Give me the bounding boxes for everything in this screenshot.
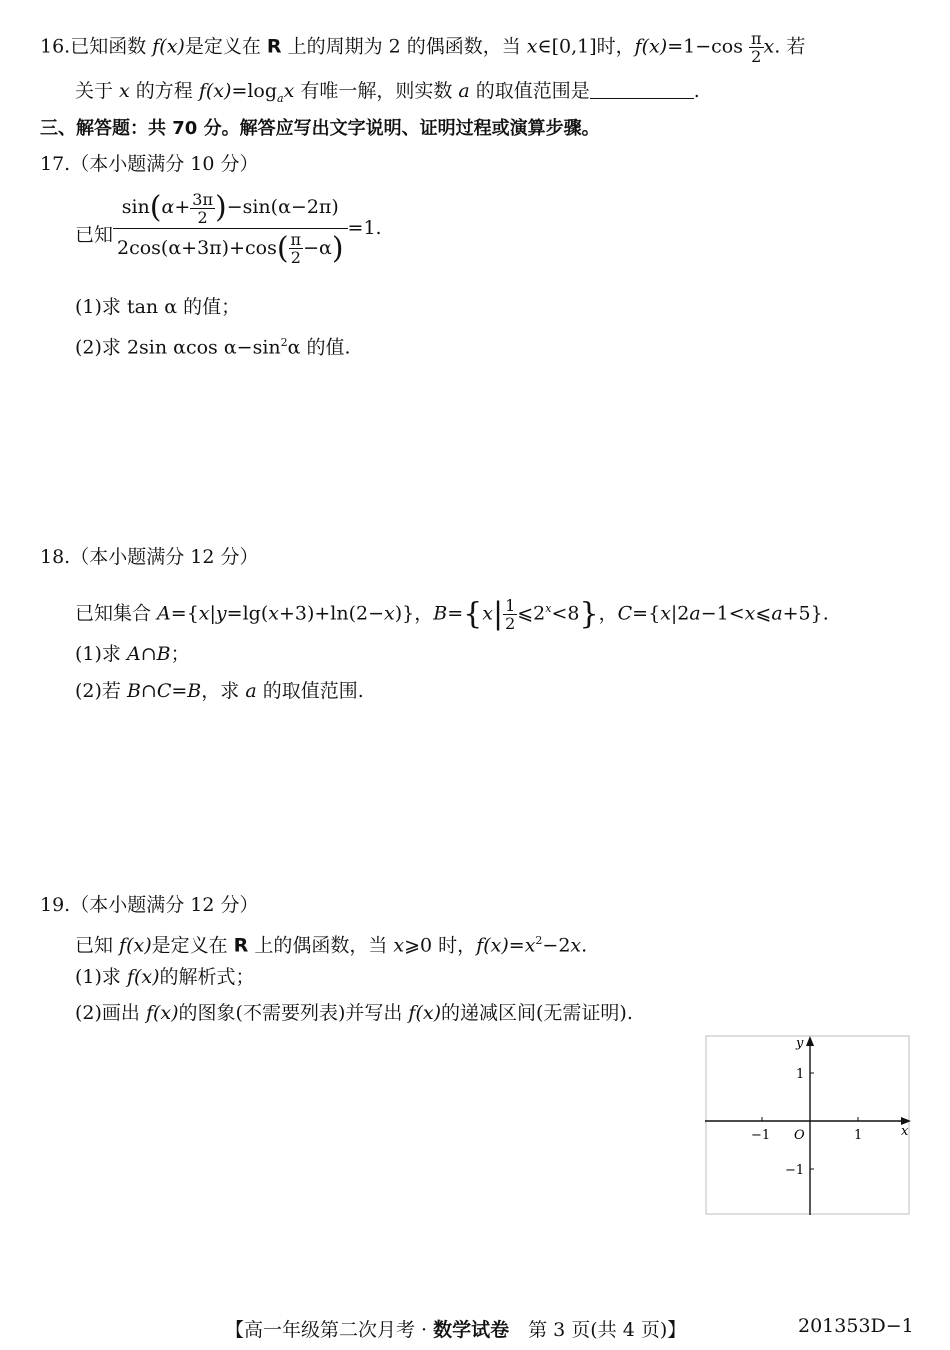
text: }: [579, 596, 599, 632]
q19-statement: [75, 928, 587, 958]
text: (2)求 2sin αcos α−sin: [75, 336, 281, 359]
text: [190, 191, 215, 226]
text: α 的值.: [287, 336, 351, 359]
text: 关于: [75, 80, 120, 102]
q17-denominator: [113, 229, 348, 267]
text: ⩽2: [517, 602, 546, 625]
q17-known: 已知: [75, 224, 114, 246]
text: |: [492, 596, 504, 632]
text: (1)求: [75, 966, 127, 988]
grid-border: [706, 1036, 909, 1214]
q16-number: 16.: [40, 35, 71, 58]
y-axis-label: y: [796, 1036, 804, 1051]
text: C: [617, 602, 633, 625]
q19-heading: 19.（本小题满分 12 分）: [40, 894, 259, 916]
text: =: [447, 602, 464, 625]
text: x: [524, 934, 536, 957]
text: 上的偶函数，当: [248, 934, 394, 957]
text: |2: [670, 602, 690, 625]
text: =lg(: [226, 602, 269, 625]
q19-part1: [75, 964, 255, 990]
text: 2: [535, 934, 543, 947]
text: f(x): [634, 35, 668, 58]
text: f(x): [145, 1002, 179, 1024]
q18-part2: [75, 678, 364, 704]
text: 已知集合: [75, 602, 158, 625]
page-footer: [225, 1315, 686, 1342]
text: B: [433, 602, 448, 625]
text: ，: [598, 602, 618, 625]
y-axis-arrow: [806, 1036, 814, 1046]
origin-label: O: [794, 1128, 805, 1143]
text: ={: [170, 602, 199, 625]
text: 的方程: [129, 80, 199, 102]
text: x: [119, 80, 130, 102]
x-axis-label: x: [901, 1124, 909, 1139]
text: ⩾0 时，: [404, 934, 477, 957]
text: ⩽: [755, 602, 772, 625]
text: (2)若: [75, 680, 127, 702]
text: f(x): [126, 966, 160, 988]
text: (2)画出: [75, 1002, 146, 1024]
text: R: [233, 934, 249, 957]
q17-part2: [75, 330, 351, 360]
y-tick-label-neg1: −1: [785, 1163, 805, 1178]
text: . 若: [774, 35, 806, 58]
text: π: [751, 29, 762, 48]
text: .: [581, 934, 588, 957]
fraction-pi-over-2: [749, 30, 764, 65]
text: ): [214, 190, 227, 225]
text: f(x): [476, 934, 509, 957]
text: a: [245, 680, 257, 702]
text: 3π: [192, 189, 213, 209]
text: ): [331, 230, 344, 266]
q17-numerator: [113, 190, 348, 229]
text: |: [209, 602, 216, 625]
text: a: [458, 80, 470, 102]
text: 的取值范围.: [256, 680, 364, 702]
text: (1)求: [75, 643, 127, 665]
text: 【高一年级第二次月考 ·: [225, 1319, 434, 1341]
text: 的图象(不需要列表)并写出: [178, 1002, 409, 1024]
text: −1<: [700, 602, 745, 625]
paper-code: 201353D−1: [798, 1315, 914, 1337]
text: x: [384, 602, 395, 625]
text: a: [277, 91, 284, 105]
text: 已知: [75, 934, 120, 957]
text: x: [393, 934, 405, 957]
text: 有唯一解，则实数: [294, 80, 459, 102]
text: f(x): [152, 35, 185, 58]
text: x: [198, 602, 210, 625]
text: 1: [505, 595, 516, 615]
q18-heading: 18.（本小题满分 12 分）: [40, 546, 259, 568]
text: =: [508, 934, 525, 957]
text: −2: [542, 934, 571, 957]
q17-fraction: [113, 190, 382, 266]
text: x: [545, 602, 552, 615]
section-heading: 三、解答题：共 70 分。解答应写出文字说明、证明过程或演算步骤。: [40, 118, 600, 139]
text: +3)+ln(2−: [278, 602, 385, 625]
text: 的解析式；: [159, 966, 255, 988]
text: 的取值范围是: [469, 80, 590, 102]
text: .: [693, 80, 700, 102]
text: 数学试卷: [433, 1319, 510, 1341]
text: [289, 231, 304, 266]
text: B∩C=B: [126, 680, 202, 702]
text: x: [283, 80, 295, 102]
text: a: [771, 602, 783, 625]
text: ={: [632, 602, 661, 625]
x-tick-label-1: 1: [854, 1128, 863, 1143]
text: (: [276, 230, 289, 266]
y-tick-label-1: 1: [796, 1067, 805, 1082]
text: =log: [231, 80, 278, 102]
coordinate-grid[interactable]: [705, 1035, 911, 1217]
text: =1−cos: [667, 35, 749, 58]
text: (: [149, 190, 162, 225]
text: 上的周期为 2 的偶函数，当: [281, 35, 527, 58]
text: y: [215, 602, 227, 625]
text: =1.: [347, 217, 382, 239]
text: x: [660, 602, 671, 625]
text: a: [689, 602, 701, 625]
text: 第 3 页(共 4 页)】: [509, 1319, 687, 1341]
text: π: [290, 230, 302, 249]
q18-statement: [75, 596, 829, 632]
text: 2: [280, 336, 288, 349]
text: x: [763, 35, 775, 58]
text: 已知函数: [70, 35, 153, 58]
text: α+: [161, 196, 191, 218]
text: −sin(α−2π): [226, 196, 339, 218]
text: ∈[0,1]时，: [537, 35, 635, 58]
text: A∩B: [126, 643, 171, 665]
text: 是定义在: [184, 35, 267, 58]
text: [503, 597, 517, 632]
q19-part2: [75, 1000, 633, 1026]
text: f(x): [119, 934, 152, 957]
text: x: [268, 602, 279, 625]
text: x: [744, 602, 756, 625]
text: )}，: [394, 602, 434, 625]
answer-blank[interactable]: [590, 80, 694, 99]
q16-line1: [40, 30, 805, 65]
text: 是定义在: [151, 934, 234, 957]
text: −α: [303, 236, 332, 259]
text: 2: [290, 248, 301, 267]
text: A: [157, 602, 171, 625]
text: x: [482, 602, 493, 625]
text: 2: [505, 613, 516, 633]
q17-part1: (1)求 tan α 的值；: [75, 296, 241, 318]
text: 的递减区间(无需证明).: [441, 1002, 633, 1024]
x-tick-label-neg1: −1: [751, 1128, 771, 1143]
text: x: [526, 35, 538, 58]
text: f(x): [198, 80, 232, 102]
text: f(x): [408, 1002, 441, 1024]
q16-line2: [75, 78, 700, 112]
text: x: [570, 934, 582, 957]
text: +5}.: [782, 602, 829, 625]
text: sin: [121, 196, 150, 218]
q18-part1: [75, 641, 190, 667]
text: {: [463, 596, 483, 632]
text: 2: [751, 47, 762, 66]
text: ，求: [201, 680, 246, 702]
q17-heading: 17.（本小题满分 10 分）: [40, 153, 259, 175]
text: 2: [197, 207, 208, 227]
text: ；: [170, 643, 190, 665]
text: R: [266, 35, 282, 58]
text: 2cos(α+3π)+cos: [117, 236, 277, 259]
text: <8: [551, 602, 580, 625]
